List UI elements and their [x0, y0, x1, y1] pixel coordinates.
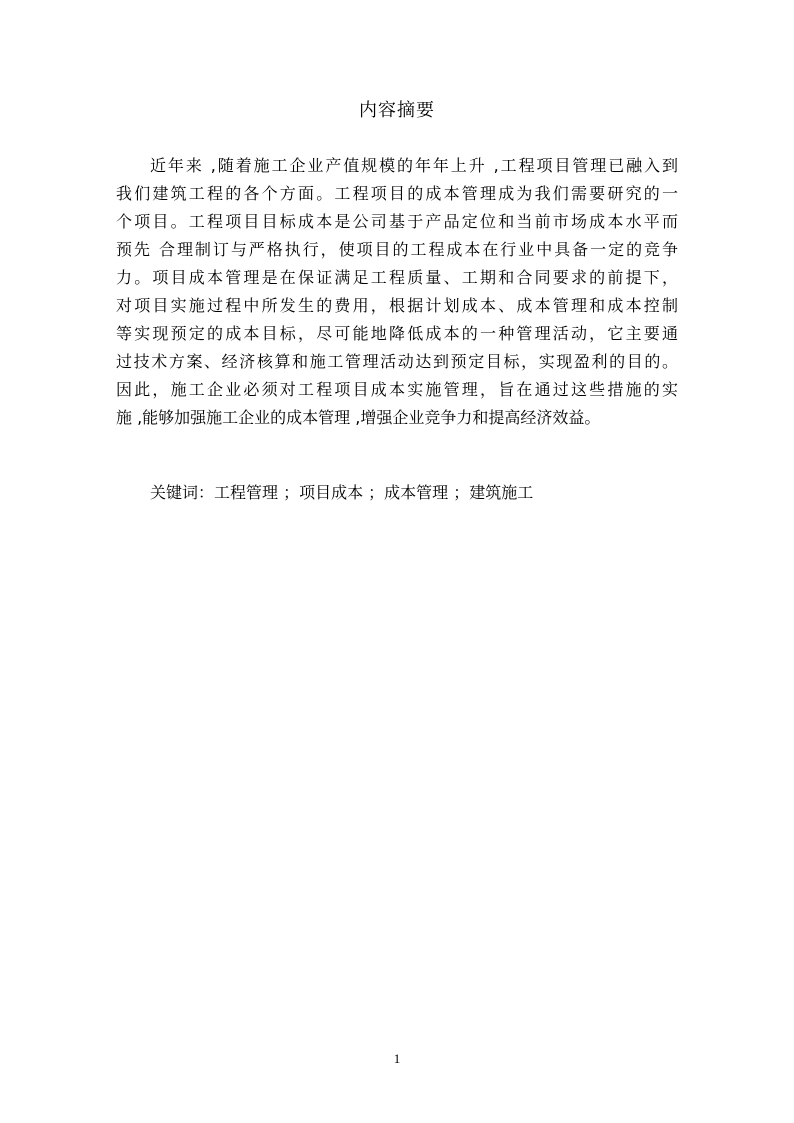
abstract-line: 我们建筑工程的各个方面。工程项目的成本管理成为我们需要研究的一: [116, 184, 678, 203]
page-number: 1: [393, 1051, 401, 1066]
abstract-line: 等实现预定的成本目标，尽可能地降低成本的一种管理活动，它主要通: [116, 324, 678, 343]
abstract-line: 过技术方案、经济核算和施工管理活动达到预定目标，实现盈利的目的。: [116, 352, 678, 371]
abstract-line: 个项目。工程项目目标成本是公司基于产品定位和当前市场成本水平而: [116, 212, 678, 231]
abstract-body: [116, 152, 678, 432]
abstract-line: 因此，施工企业必须对工程项目成本实施管理，旨在通过这些措施的实: [116, 380, 678, 399]
abstract-line: 近年来 ,随着施工企业产值规模的年年上升 ,工程项目管理已融入到: [150, 156, 678, 175]
abstract-title: 内容摘要: [359, 100, 435, 121]
abstract-line: 预先 合理制订与严格执行，使项目的工程成本在行业中具备一定的竞争: [116, 240, 678, 259]
abstract-line: 对项目实施过程中所发生的费用，根据计划成本、成本管理和成本控制: [116, 296, 678, 315]
abstract-line: 力。项目成本管理是在保证满足工程质量、工期和合同要求的前提下，: [116, 268, 678, 287]
keywords-line: 关键词：工程管理 ；项目成本 ；成本管理 ；建筑施工: [150, 483, 534, 502]
abstract-line: 施 ,能够加强施工企业的成本管理 ,增强企业竞争力和提高经济效益。: [116, 408, 601, 427]
